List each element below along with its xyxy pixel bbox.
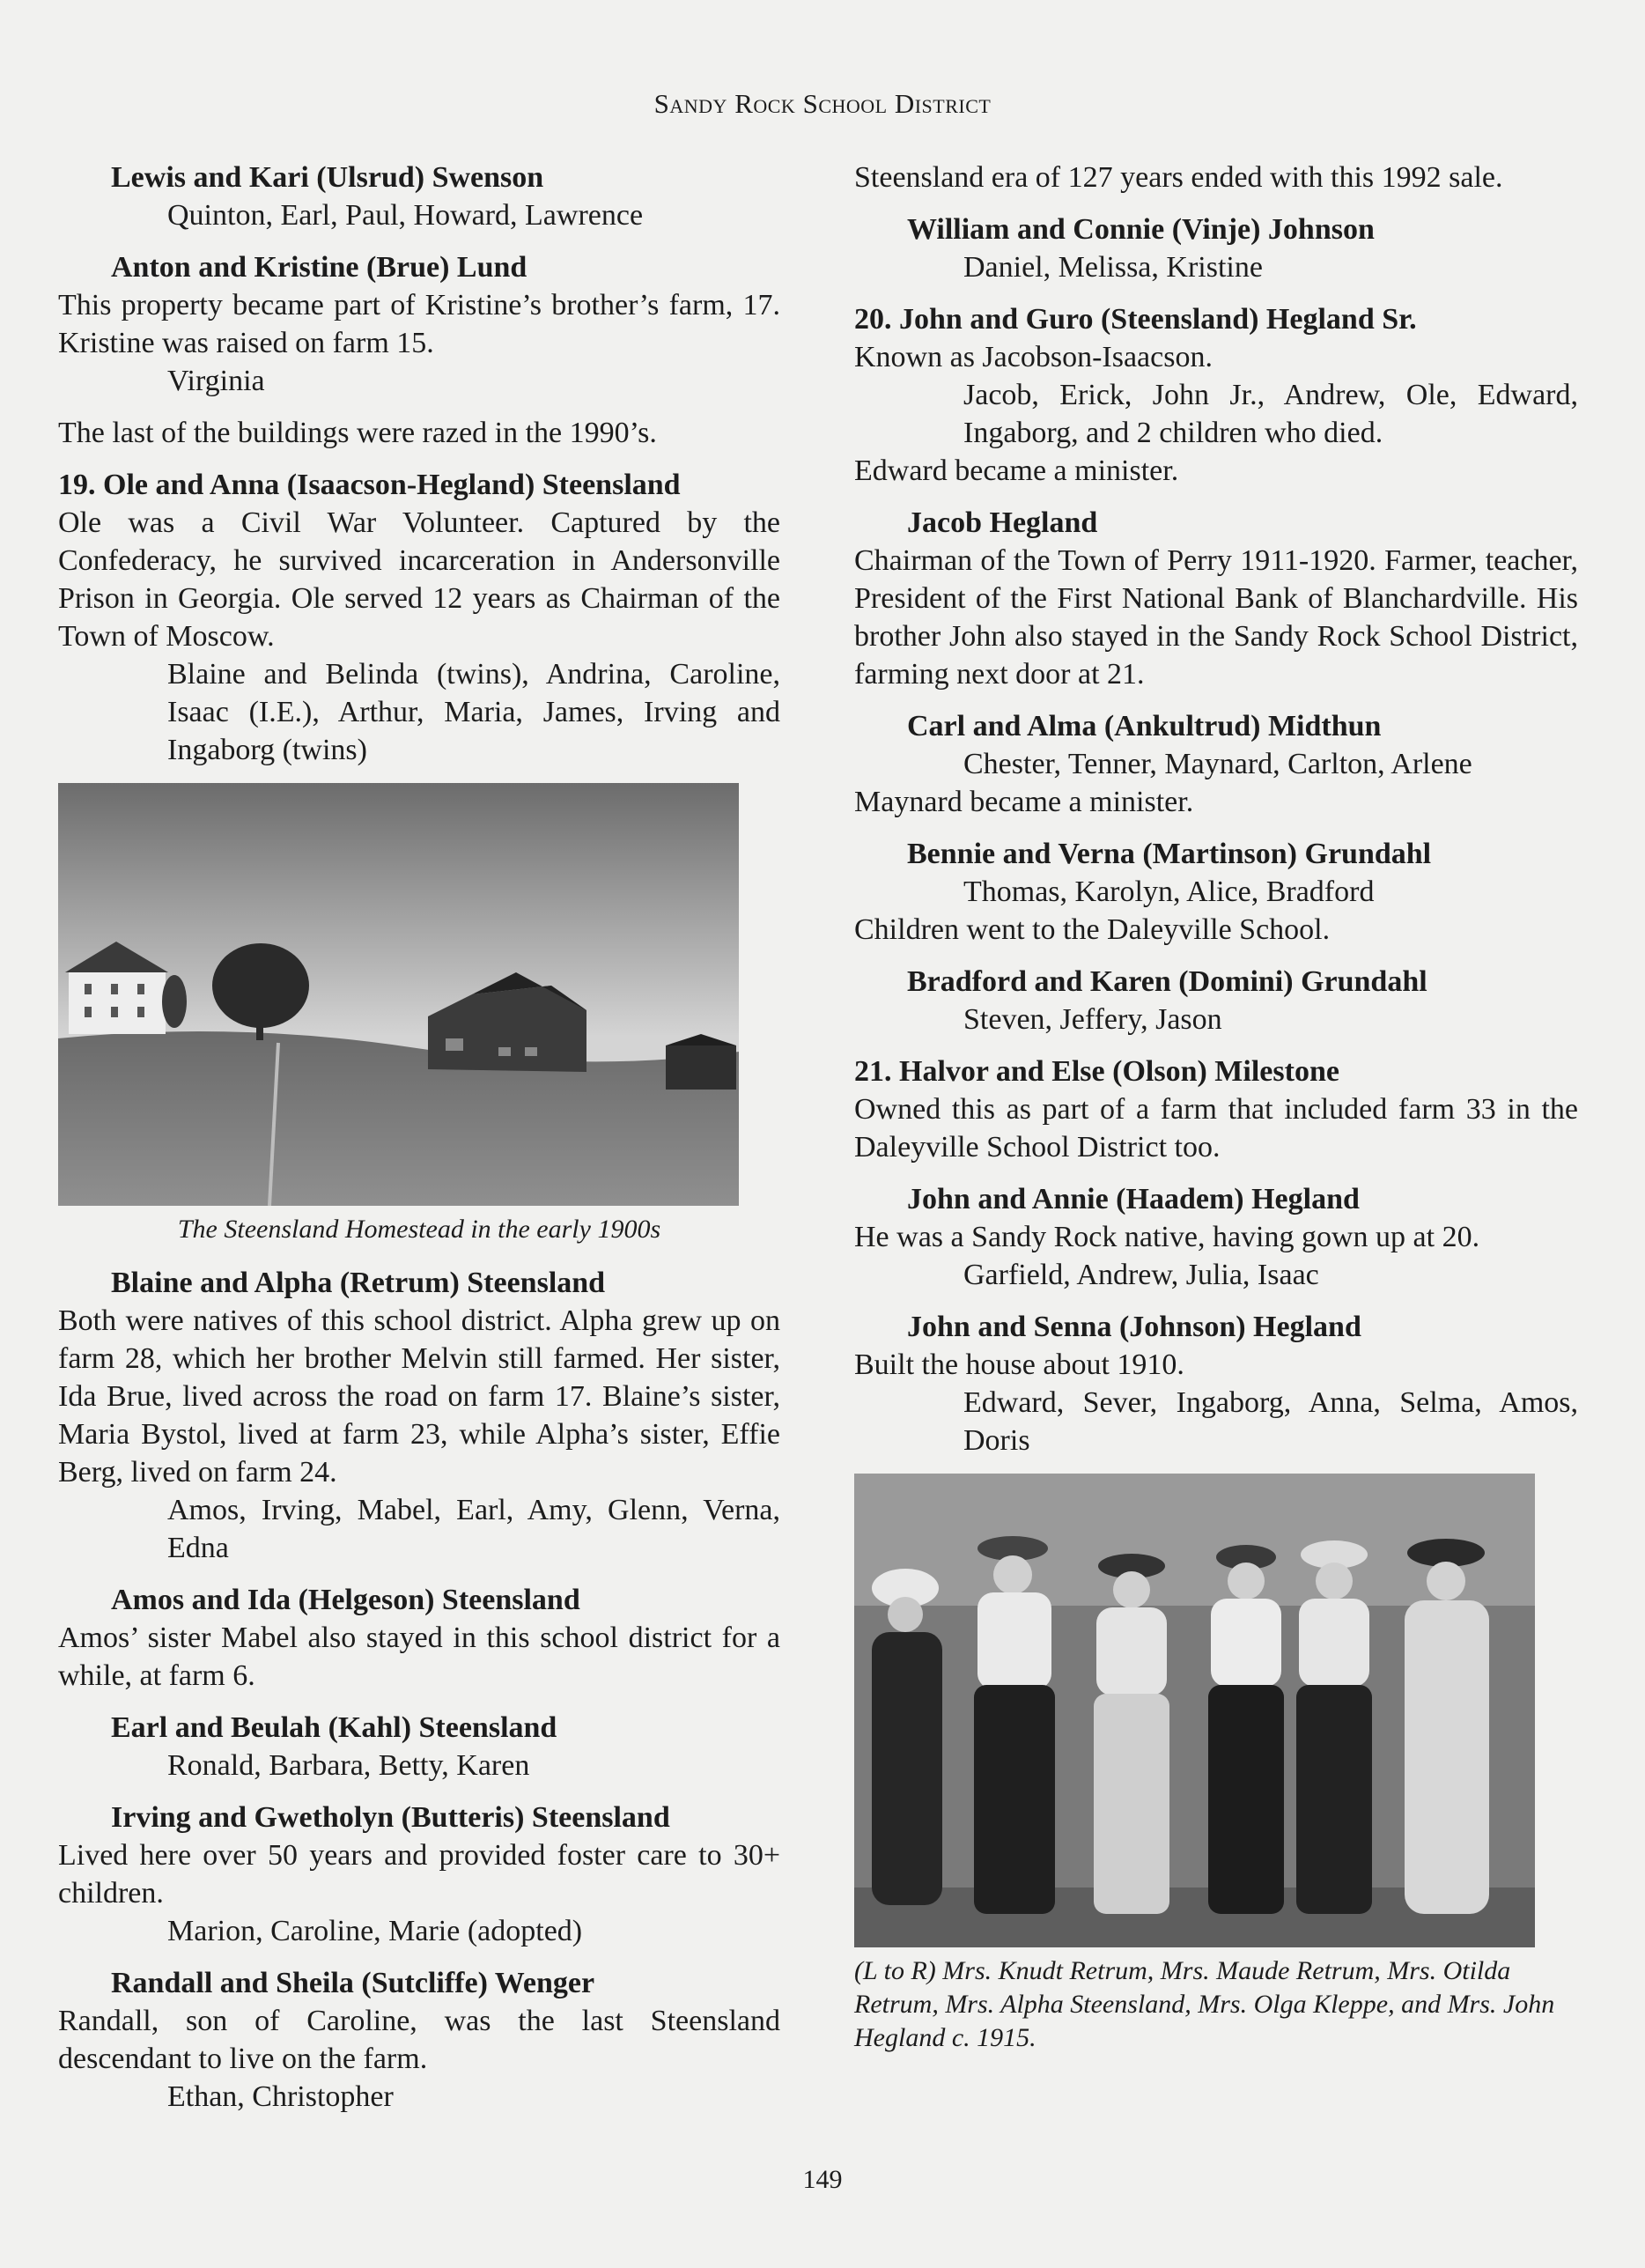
entry-wenger (58, 1964, 780, 2116)
entry-title: Randall and Sheila (Sutcliffe) Wenger (111, 1967, 595, 1999)
entry-steensland-ole (58, 466, 780, 769)
homestead-photo-image (58, 783, 739, 1206)
entry-children: Jacob, Erick, John Jr., Andrew, Ole, Edward, Ingaborg, and 2 children who died. (963, 379, 1578, 449)
entry-lund (58, 248, 780, 452)
entry-johnson (854, 211, 1578, 286)
women-group-photo-caption: (L to R) Mrs. Knudt Retrum, Mrs. Maude Retrum, Mrs. Otilda Retrum, Mrs. Alpha Steensland, Mrs. Olga Kleppe, and Mrs. John Hegland c. 1915. (854, 1956, 1555, 2052)
entry-title: William and Connie (Vinje) Johnson (907, 213, 1375, 246)
homestead-photo-caption: The Steensland Homestead in the early 1900s (177, 1215, 661, 1244)
entry-grundahl-bradford (854, 963, 1578, 1038)
entry-note: Children went to the Daleyville School. (854, 913, 1331, 946)
entry-children: Ronald, Barbara, Betty, Karen (167, 1749, 530, 1782)
entry-title: John and Senna (Johnson) Hegland (907, 1311, 1361, 1343)
entry-steensland-earl (58, 1709, 780, 1784)
entry-children: Virginia (167, 365, 265, 397)
entry-description: Both were natives of this school district. Alpha grew up on farm 28, which her brother Melvin still farmed. Her sister, Ida Brue, lived across the road on farm 17. Blaine’s sister, Maria Bystol, lived at farm 23, while Alpha’s sister, Effie Berg, lived on farm 24. (58, 1304, 780, 1489)
entry-title: 19. Ole and Anna (Isaacson-Hegland) Steensland (58, 469, 681, 501)
entry-title: Carl and Alma (Ankultrud) Midthun (907, 710, 1382, 742)
women-group-photo-image (854, 1474, 1535, 1947)
entry-description: Built the house about 1910. (854, 1348, 1184, 1381)
entry-children: Ethan, Christopher (167, 2080, 394, 2113)
entry-title: 21. Halvor and Else (Olson) Milestone (854, 1055, 1339, 1088)
entry-title: Bennie and Verna (Martinson) Grundahl (907, 838, 1432, 870)
page-number: 149 (802, 2165, 843, 2194)
entry-hegland-john-senna (854, 1308, 1578, 1459)
entry-title: Bradford and Karen (Domini) Grundahl (907, 965, 1427, 998)
right-column (854, 159, 1578, 2072)
entry-title: Blaine and Alpha (Retrum) Steensland (111, 1267, 606, 1299)
entry-children: Steven, Jeffery, Jason (963, 1003, 1222, 1036)
entry-description: Amos’ sister Mabel also stayed in this school district for a while, at farm 6. (58, 1622, 780, 1692)
entry-children: Quinton, Earl, Paul, Howard, Lawrence (167, 199, 644, 232)
entry-hegland-jacob (854, 504, 1578, 693)
entry-steensland-blaine (58, 1264, 780, 1567)
entry-title: Anton and Kristine (Brue) Lund (111, 251, 527, 284)
running-header: Sandy Rock School District (653, 88, 992, 119)
entry-children: Blaine and Belinda (twins), Andrina, Caroline, Isaac (I.E.), Arthur, Maria, James, Irving and Ingaborg (twins) (167, 658, 780, 766)
entry-description: Randall, son of Caroline, was the last Steensland descendant to live on the farm. (58, 2005, 780, 2075)
entry-note: The last of the buildings were razed in the 1990’s. (58, 417, 657, 449)
entry-children: Garfield, Andrew, Julia, Isaac (963, 1259, 1319, 1291)
entry-description: Chairman of the Town of Perry 1911-1920. Farmer, teacher, President of the First National Bank of Blanchardville. His brother John also stayed in the Sandy Rock School District, farming next door at 21. (854, 544, 1578, 691)
entry-children: Daniel, Melissa, Kristine (963, 251, 1263, 284)
entry-note: Edward became a minister. (854, 454, 1179, 487)
entry-steensland-irving (58, 1799, 780, 1950)
homestead-photo (58, 783, 739, 1206)
entry-grundahl-bennie (854, 835, 1578, 949)
entry-children: Chester, Tenner, Maynard, Carlton, Arlene (963, 748, 1472, 780)
entry-steensland-amos (58, 1581, 780, 1695)
entry-midthun (854, 707, 1578, 821)
entry-children: Thomas, Karolyn, Alice, Bradford (963, 875, 1375, 908)
entry-hegland-john-sr (854, 300, 1578, 490)
entry-swenson (58, 159, 780, 234)
entry-title: John and Annie (Haadem) Hegland (907, 1183, 1360, 1215)
continued-text: Steensland era of 127 years ended with this 1992 sale. (854, 161, 1503, 194)
left-column (58, 159, 780, 2130)
entry-description: Known as Jacobson-Isaacson. (854, 341, 1213, 373)
entry-children: Marion, Caroline, Marie (adopted) (167, 1915, 583, 1947)
entry-title: Lewis and Kari (Ulsrud) Swenson (111, 161, 544, 194)
women-group-photo (854, 1474, 1535, 1947)
entry-children: Amos, Irving, Mabel, Earl, Amy, Glenn, Verna, Edna (167, 1494, 780, 1564)
entry-description: Lived here over 50 years and provided foster care to 30+ children. (58, 1839, 780, 1910)
entry-hegland-john-annie (854, 1180, 1578, 1294)
entry-description: Owned this as part of a farm that included farm 33 in the Daleyville School District too. (854, 1093, 1578, 1164)
entry-title: Amos and Ida (Helgeson) Steensland (111, 1584, 580, 1616)
entry-title: 20. John and Guro (Steensland) Hegland Sr. (854, 303, 1417, 336)
entry-title: Earl and Beulah (Kahl) Steensland (111, 1711, 557, 1744)
entry-milestone (854, 1053, 1578, 1166)
entry-title: Irving and Gwetholyn (Butteris) Steensland (111, 1801, 670, 1834)
entry-description: This property became part of Kristine’s brother’s farm, 17. Kristine was raised on farm 15. (58, 289, 780, 359)
entry-children: Edward, Sever, Ingaborg, Anna, Selma, Amos, Doris (963, 1386, 1578, 1457)
entry-description: He was a Sandy Rock native, having gown up at 20. (854, 1221, 1480, 1253)
entry-description: Ole was a Civil War Volunteer. Captured by the Confederacy, he survived incarceration in Andersonville Prison in Georgia. Ole served 12 years as Chairman of the Town of Moscow. (58, 506, 780, 653)
entry-note: Maynard became a minister. (854, 786, 1194, 818)
entry-title: Jacob Hegland (907, 506, 1098, 539)
